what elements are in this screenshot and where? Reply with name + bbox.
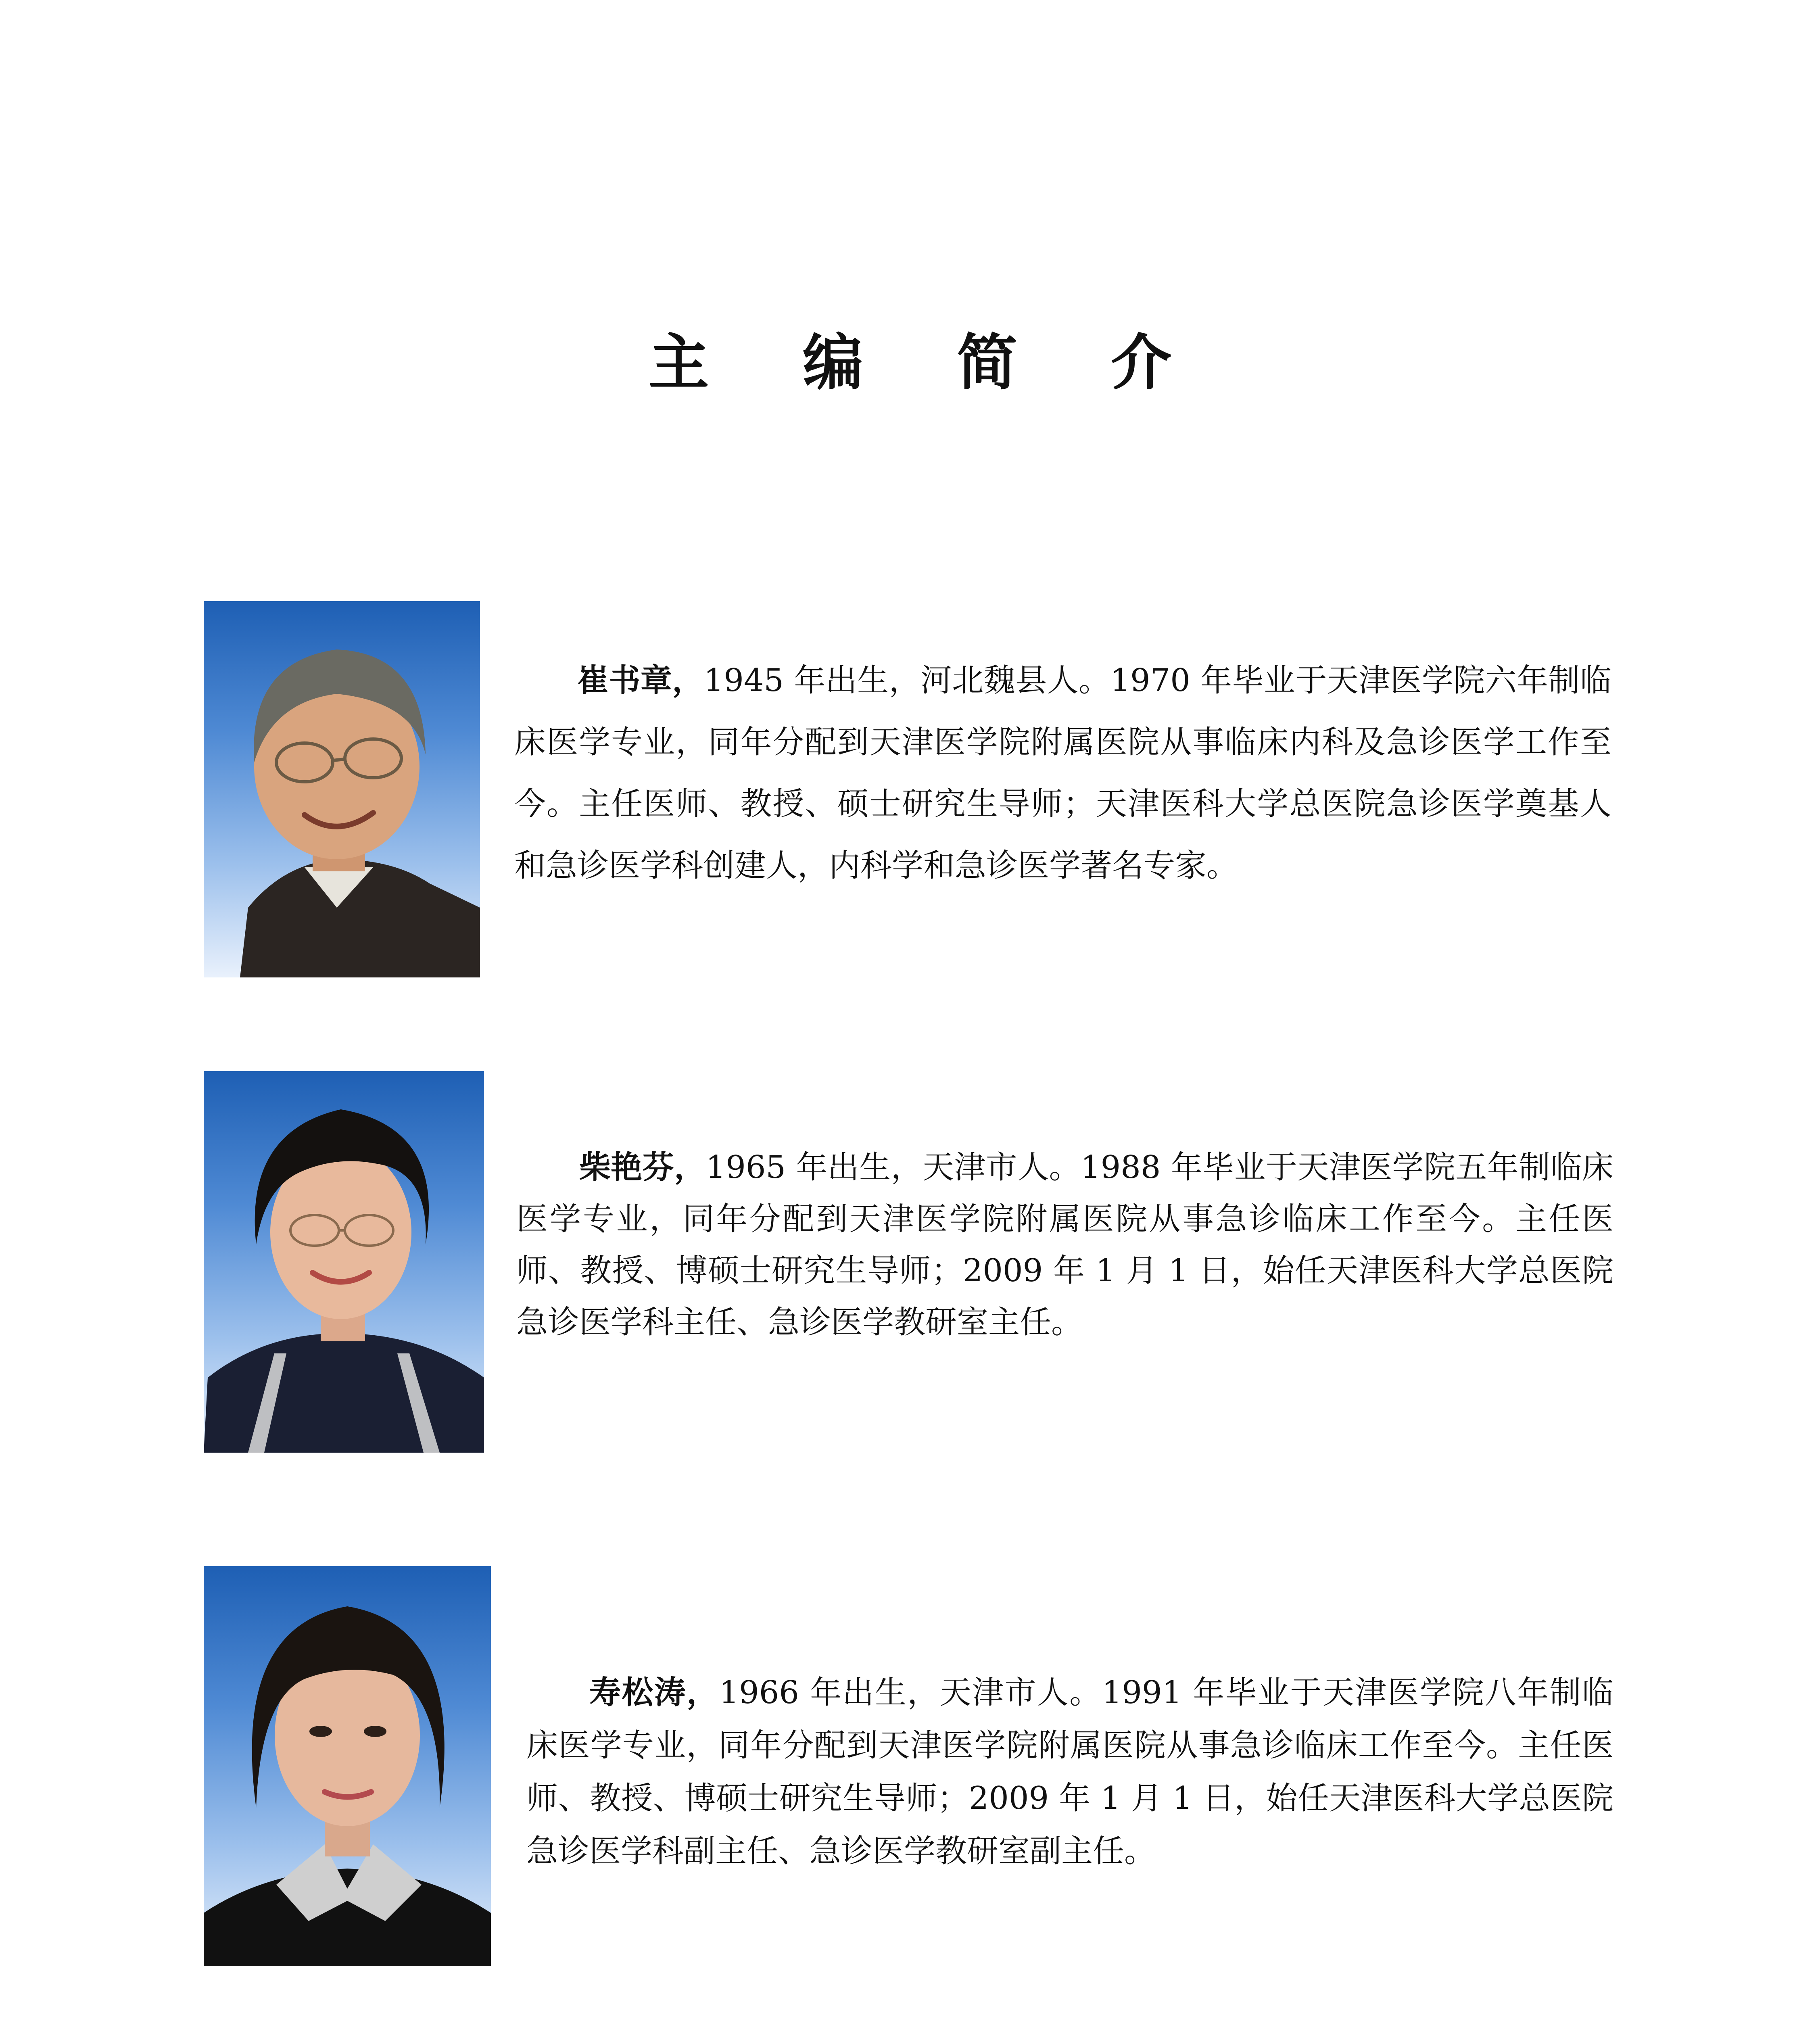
editor-photo-2 (204, 1071, 484, 1453)
portrait-illustration (204, 1071, 484, 1453)
editor-bio-text-3 (526, 1666, 1613, 1878)
editor-bio-text-2 (516, 1142, 1613, 1348)
editor-bio-text-1 (514, 649, 1611, 897)
editor-description-3: 1966 年出生，天津市人。1991 年毕业于天津医学院八年制临床医学专业，同年分配到天津医学院附属医院从事急诊临床工作至今。主任医师、教授、博硕士研究生导师；2009 年 1 月 1 日，始任天津医科大学总医院急诊医学科副主任、急诊医学教研室副主任。 (526, 1675, 1613, 1869)
editor-name-3: 寿松涛， (589, 1674, 719, 1711)
portrait-illustration (204, 1566, 491, 1966)
editor-description-1: 1945 年出生，河北魏县人。1970 年毕业于天津医学院六年制临床医学专业，同年分配到天津医学院附属医院从事临床内科及急诊医学工作至今。主任医师、教授、硕士研究生导师；天津医科大学总医院急诊医学奠基人和急诊医学科创建人，内科学和急诊医学著名专家。 (514, 662, 1611, 884)
editor-name-1: 崔书章， (577, 662, 704, 699)
editor-description-2: 1965 年出生，天津市人。1988 年毕业于天津医学院五年制临床医学专业，同年分配到天津医学院附属医院从事急诊临床工作至今。主任医师、教授、博硕士研究生导师；2009 年 1 月 1 日，始任天津医科大学总医院急诊医学科主任、急诊医学教研室主任。 (516, 1149, 1613, 1340)
editor-name-2: 柴艳芬， (579, 1149, 706, 1186)
editor-photo-1 (204, 601, 480, 977)
portrait-illustration (204, 601, 480, 977)
page-title: 主 编 简 介 (648, 328, 1208, 398)
editor-photo-3 (204, 1566, 491, 1966)
